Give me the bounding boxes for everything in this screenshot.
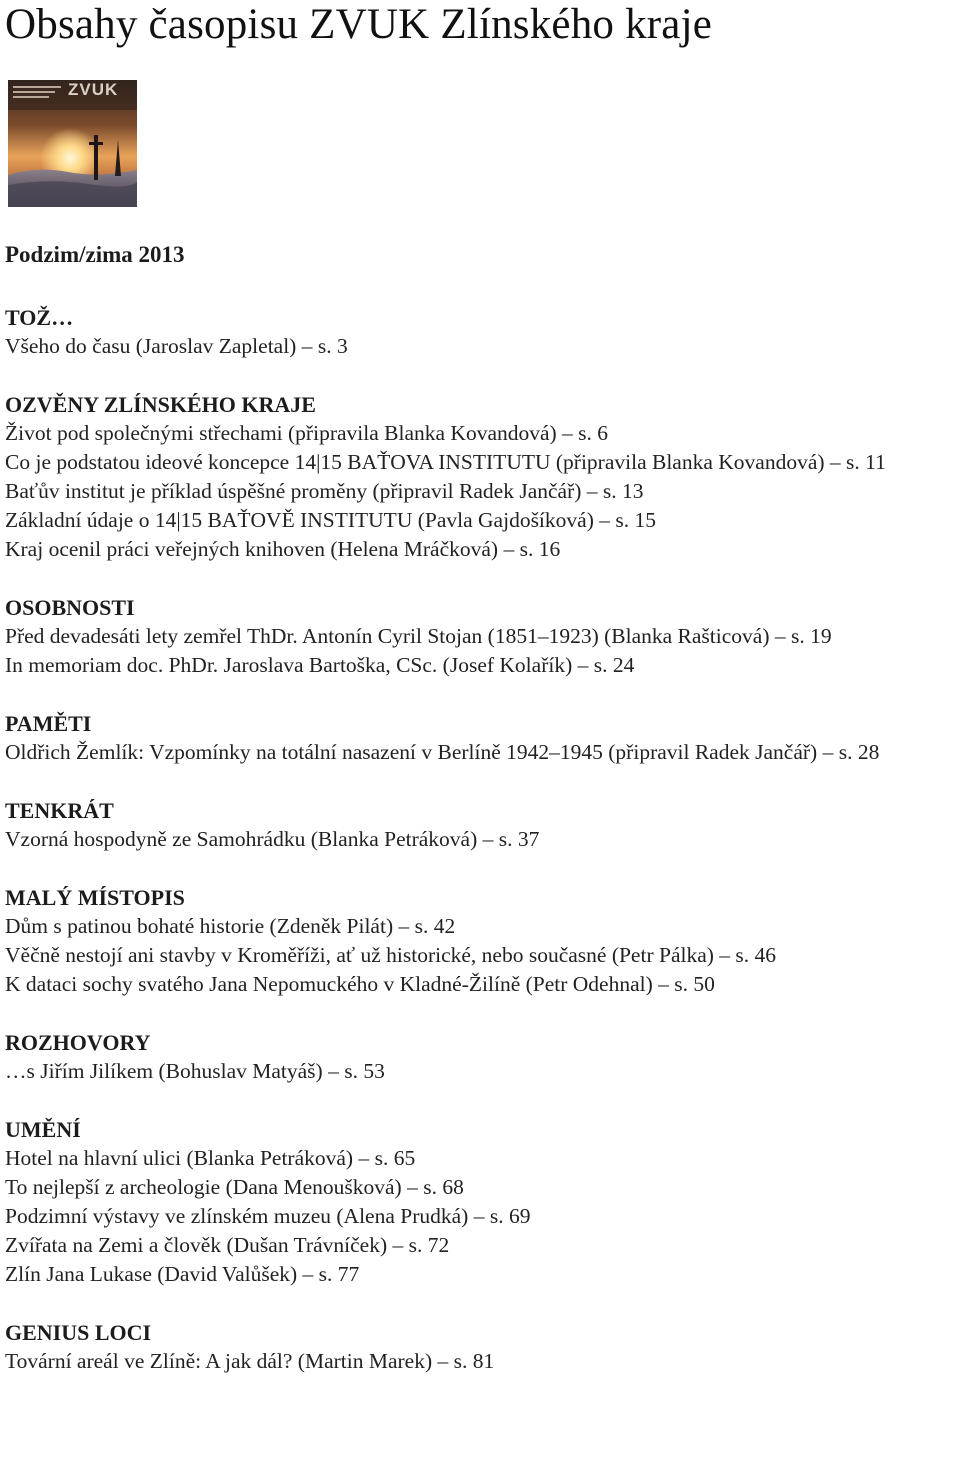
article-entry: Věčně nestojí ani stavby v Kroměříži, ať už historické, nebo současné (Petr Pálka) – s. 46 — [5, 943, 777, 967]
article-entry: Tovární areál ve Zlíně: A jak dál? (Martin Marek) – s. 81 — [5, 1349, 495, 1373]
article-entry: Oldřich Žemlík: Vzpomínky na totální nasazení v Berlíně 1942–1945 (připravil Radek Jančář) – s. 28 — [5, 740, 880, 764]
page-title: Obsahy časopisu ZVUK Zlínského kraje — [5, 1, 712, 48]
section-heading: OZVĚNY ZLÍNSKÉHO KRAJE — [5, 392, 316, 417]
magazine-cover-image — [8, 80, 137, 207]
section-heading: OSOBNOSTI — [5, 595, 135, 620]
section-tenkrat — [5, 796, 960, 854]
article-entry: Zlín Jana Lukase (David Valůšek) – s. 77 — [5, 1262, 360, 1286]
article-entry: K dataci sochy svatého Jana Nepomuckého v Kladné-Žilíně (Petr Odehnal) – s. 50 — [5, 972, 715, 996]
section-umeni — [5, 1115, 960, 1289]
section-heading: TENKRÁT — [5, 798, 114, 823]
article-entry: Co je podstatou ideové koncepce 14|15 BAŤOVA INSTITUTU (připravila Blanka Kovandová) – s. 11 — [5, 450, 886, 474]
section-heading: TOŽ… — [5, 305, 74, 330]
section-pameti — [5, 709, 960, 767]
article-entry: Hotel na hlavní ulici (Blanka Petráková) – s. 65 — [5, 1146, 416, 1170]
article-entry: Základní údaje o 14|15 BAŤOVĚ INSTITUTU (Pavla Gajdošíková) – s. 15 — [5, 508, 656, 532]
table-of-contents — [5, 303, 960, 1376]
section-heading: MALÝ MÍSTOPIS — [5, 885, 185, 910]
article-entry: Dům s patinou bohaté historie (Zdeněk Pilát) – s. 42 — [5, 914, 456, 938]
article-entry: Zvířata na Zemi a člověk (Dušan Trávníček) – s. 72 — [5, 1233, 450, 1257]
section-heading: PAMĚTI — [5, 711, 92, 736]
article-entry: Baťův institut je příklad úspěšné proměny (připravil Radek Jančář) – s. 13 — [5, 479, 644, 503]
section-osobnosti — [5, 593, 960, 680]
article-entry: Před devadesáti lety zemřel ThDr. Antonín Cyril Stojan (1851–1923) (Blanka Rašticová) – s. 19 — [5, 624, 832, 648]
article-entry: Kraj ocenil práci veřejných knihoven (Helena Mráčková) – s. 16 — [5, 537, 561, 561]
section-heading: UMĚNÍ — [5, 1117, 81, 1142]
section-heading: ROZHOVORY — [5, 1030, 151, 1055]
section-toz — [5, 303, 960, 361]
article-entry: To nejlepší z archeologie (Dana Menoušková) – s. 68 — [5, 1175, 464, 1199]
article-entry: Podzimní výstavy ve zlínském muzeu (Alena Prudká) – s. 69 — [5, 1204, 531, 1228]
section-ozveny — [5, 390, 960, 564]
section-heading: GENIUS LOCI — [5, 1320, 152, 1345]
article-entry: Všeho do času (Jaroslav Zapletal) – s. 3 — [5, 334, 348, 358]
article-entry: In memoriam doc. PhDr. Jaroslava Bartoška, CSc. (Josef Kolařík) – s. 24 — [5, 653, 635, 677]
document-page — [5, 0, 960, 1373]
section-maly-mistopis — [5, 883, 960, 999]
article-entry: …s Jiřím Jilíkem (Bohuslav Matyáš) – s. 53 — [5, 1059, 385, 1083]
article-entry: Život pod společnými střechami (připravila Blanka Kovandová) – s. 6 — [5, 421, 609, 445]
cover-subtitle-lines — [13, 86, 63, 98]
issue-heading: Podzim/zima 2013 — [5, 242, 185, 267]
section-rozhovory — [5, 1028, 960, 1086]
article-entry: Vzorná hospodyně ze Samohrádku (Blanka Petráková) – s. 37 — [5, 827, 540, 851]
section-genius-loci — [5, 1318, 960, 1376]
cover-logo: ZVUK — [68, 80, 119, 99]
